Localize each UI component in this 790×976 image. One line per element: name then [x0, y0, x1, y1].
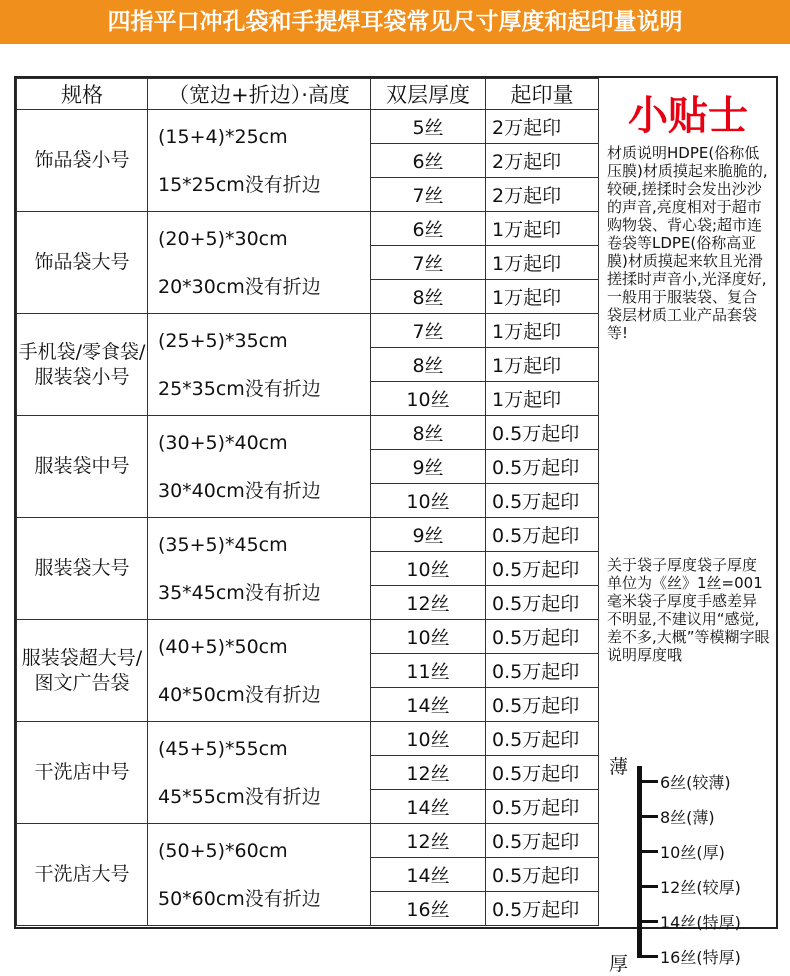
material-note: 材质说明HDPE(俗称低压膜)材质摸起来脆脆的,较硬,搓揉时会发出沙沙的声音,亮度相对于超市购物袋、背心袋;超市连卷袋等LDPE(俗称高亚膜)材质摸起来软且光滑搓揉时声音小,光泽度好,一般用于服装袋、复合袋层材质工业产品套袋等! [607, 144, 768, 342]
scale-tick-label: 12丝(较厚) [660, 878, 741, 897]
min-qty-cell: 2万起印 [486, 144, 599, 178]
min-qty-cell: 0.5万起印 [486, 450, 599, 484]
header-size: （宽边+折边）·高度 [148, 79, 371, 110]
page-title: 四指平口冲孔袋和手提焊耳袋常见尺寸厚度和起印量说明 [107, 9, 683, 35]
min-qty-cell: 0.5万起印 [486, 824, 599, 858]
size-with-fold: (35+5)*45cm [158, 533, 288, 556]
thickness-cell: 7丝 [371, 246, 486, 280]
size-without-fold: 35*45cm没有折边 [158, 581, 321, 604]
size-cell [148, 518, 371, 620]
size-cell [148, 722, 371, 824]
scale-tick [642, 885, 658, 888]
tips-title: 小贴士 [628, 93, 748, 139]
size-with-fold: (45+5)*55cm [158, 737, 288, 760]
size-without-fold: 15*25cm没有折边 [158, 173, 321, 196]
thickness-cell: 10丝 [371, 382, 486, 416]
scale-tick-label: 14丝(特厚) [660, 913, 741, 932]
table-row [17, 824, 599, 858]
size-with-fold: (25+5)*35cm [158, 329, 288, 352]
spec-name-cell: 手机袋/零食袋/服装袋小号 [17, 314, 148, 416]
size-cell [148, 416, 371, 518]
thickness-cell: 7丝 [371, 314, 486, 348]
min-qty-cell: 1万起印 [486, 348, 599, 382]
min-qty-cell: 0.5万起印 [486, 722, 599, 756]
tips-panel [600, 78, 776, 975]
spec-name-cell: 服装袋超大号/图文广告袋 [17, 620, 148, 722]
size-with-fold: (15+4)*25cm [158, 125, 288, 148]
scale-tick [642, 780, 658, 783]
thickness-cell: 14丝 [371, 790, 486, 824]
scale-tick-label: 6丝(较薄) [660, 773, 731, 792]
table-body [17, 110, 599, 926]
scale-tick [642, 955, 658, 958]
min-qty-cell: 0.5万起印 [486, 552, 599, 586]
min-qty-cell: 1万起印 [486, 246, 599, 280]
thickness-cell: 11丝 [371, 654, 486, 688]
scale-thin-label: 薄 [609, 756, 629, 778]
thickness-cell: 9丝 [371, 518, 486, 552]
size-without-fold: 40*50cm没有折边 [158, 683, 321, 706]
table-row [17, 212, 599, 246]
thickness-cell: 14丝 [371, 858, 486, 892]
min-qty-cell: 0.5万起印 [486, 790, 599, 824]
min-qty-cell: 1万起印 [486, 382, 599, 416]
thickness-cell: 10丝 [371, 620, 486, 654]
min-qty-cell: 2万起印 [486, 178, 599, 212]
thickness-cell: 8丝 [371, 280, 486, 314]
table-header-row [17, 79, 599, 110]
min-qty-cell: 0.5万起印 [486, 484, 599, 518]
min-qty-cell: 1万起印 [486, 280, 599, 314]
scale-tick-label: 8丝(薄) [660, 808, 715, 827]
spec-name-cell: 饰品袋大号 [17, 212, 148, 314]
min-qty-cell: 0.5万起印 [486, 416, 599, 450]
page-title-banner [0, 0, 790, 44]
min-qty-cell: 0.5万起印 [486, 892, 599, 926]
thickness-cell: 8丝 [371, 348, 486, 382]
thickness-cell: 12丝 [371, 824, 486, 858]
min-qty-cell: 1万起印 [486, 212, 599, 246]
spec-name-cell: 干洗店中号 [17, 722, 148, 824]
thickness-cell: 9丝 [371, 450, 486, 484]
size-with-fold: (20+5)*30cm [158, 227, 288, 250]
scale-bar [637, 766, 642, 958]
thickness-cell: 12丝 [371, 586, 486, 620]
header-spec: 规格 [17, 79, 148, 110]
size-without-fold: 50*60cm没有折边 [158, 887, 321, 910]
spec-name-cell: 干洗店大号 [17, 824, 148, 926]
thickness-cell: 6丝 [371, 212, 486, 246]
scale-tick [642, 815, 658, 818]
table-row [17, 314, 599, 348]
scale-tick-label: 10丝(厚) [660, 843, 725, 862]
min-qty-cell: 1万起印 [486, 314, 599, 348]
thickness-cell: 12丝 [371, 756, 486, 790]
thickness-cell: 16丝 [371, 892, 486, 926]
spec-name-cell: 服装袋中号 [17, 416, 148, 518]
size-with-fold: (30+5)*40cm [158, 431, 288, 454]
table-row [17, 110, 599, 144]
thickness-scale [600, 748, 776, 975]
scale-tick-label: 16丝(特厚) [660, 948, 741, 967]
thickness-note: 关于袋子厚度袋子厚度单位为《丝》1丝=001毫米袋子厚度手感差异不明显,不建议用“感觉,差不多,大概”等模糊字眼说明厚度哦 [607, 556, 770, 664]
min-qty-cell: 0.5万起印 [486, 654, 599, 688]
thickness-cell: 7丝 [371, 178, 486, 212]
min-qty-cell: 0.5万起印 [486, 756, 599, 790]
size-without-fold: 45*55cm没有折边 [158, 785, 321, 808]
table-row [17, 416, 599, 450]
table-row [17, 722, 599, 756]
scale-tick [642, 850, 658, 853]
size-without-fold: 25*35cm没有折边 [158, 377, 321, 400]
header-thickness: 双层厚度 [371, 79, 486, 110]
min-qty-cell: 0.5万起印 [486, 688, 599, 722]
header-min-qty: 起印量 [486, 79, 599, 110]
scale-thick-label: 厚 [609, 953, 629, 975]
thickness-cell: 10丝 [371, 552, 486, 586]
spec-name-cell: 服装袋大号 [17, 518, 148, 620]
size-without-fold: 20*30cm没有折边 [158, 275, 321, 298]
thickness-cell: 10丝 [371, 722, 486, 756]
size-cell [148, 110, 371, 212]
size-cell [148, 824, 371, 926]
size-cell [148, 314, 371, 416]
min-qty-cell: 2万起印 [486, 110, 599, 144]
thickness-cell: 8丝 [371, 416, 486, 450]
min-qty-cell: 0.5万起印 [486, 620, 599, 654]
table-row [17, 518, 599, 552]
min-qty-cell: 0.5万起印 [486, 518, 599, 552]
size-with-fold: (40+5)*50cm [158, 635, 288, 658]
size-cell [148, 212, 371, 314]
thickness-cell: 5丝 [371, 110, 486, 144]
size-with-fold: (50+5)*60cm [158, 839, 288, 862]
thickness-cell: 14丝 [371, 688, 486, 722]
scale-tick [642, 920, 658, 923]
spec-table [16, 78, 599, 926]
size-without-fold: 30*40cm没有折边 [158, 479, 321, 502]
thickness-cell: 10丝 [371, 484, 486, 518]
thickness-cell: 6丝 [371, 144, 486, 178]
min-qty-cell: 0.5万起印 [486, 858, 599, 892]
min-qty-cell: 0.5万起印 [486, 586, 599, 620]
spec-name-cell: 饰品袋小号 [17, 110, 148, 212]
table-row [17, 620, 599, 654]
size-cell [148, 620, 371, 722]
